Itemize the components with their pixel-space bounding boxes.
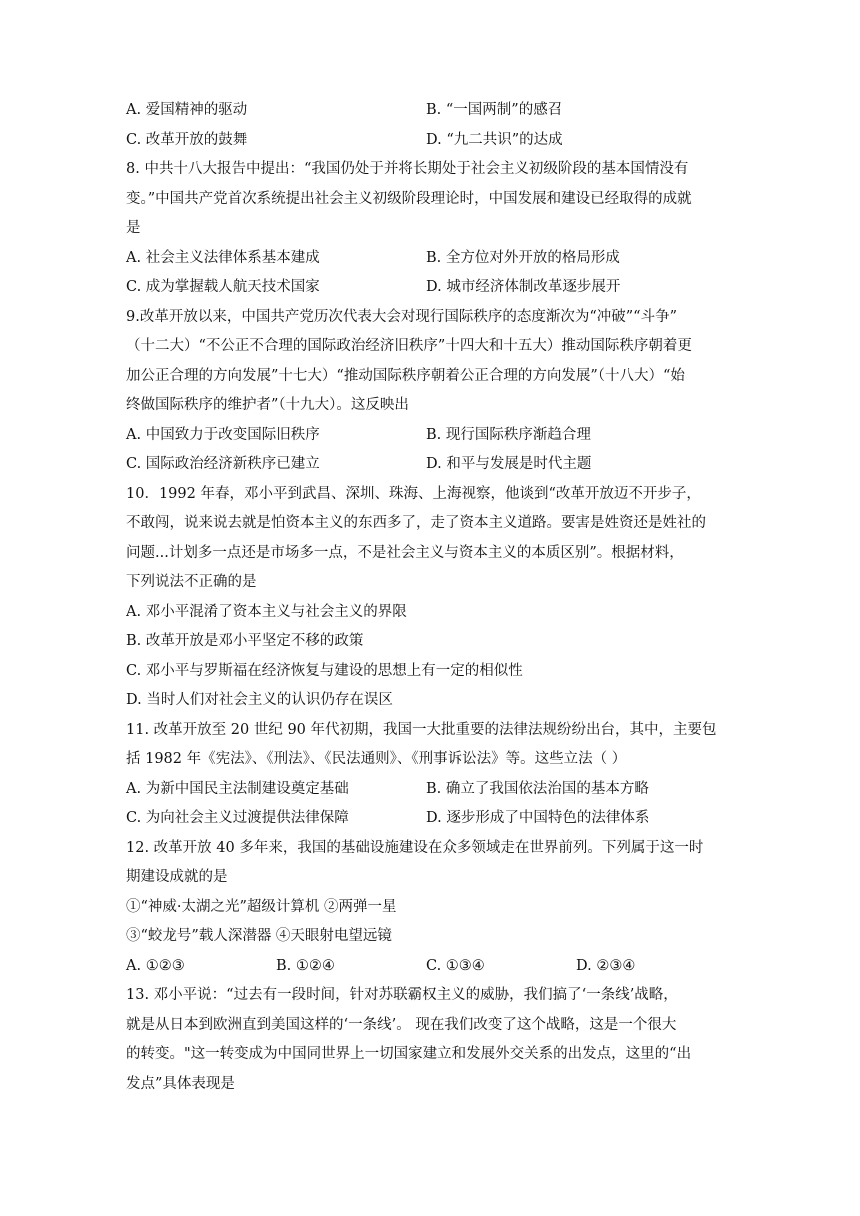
question-stem-line: 问题...计划多一点还是市场多一点，不是社会主义与资本主义的本质区别”。根据材料， [126,544,684,561]
question-stem-line: 下列说法不正确的是 [126,574,257,590]
question-stem-line: （十二大）“不公正不合理的国际政治经济旧秩序”十四大和十五大）推动国际秩序朝着更 [126,338,692,354]
question-stem-line: 的转变。"这一转变成为中国同世界上一切国家建立和发展外交关系的出发点，这里的“出 [126,1046,692,1062]
option-b[interactable]: B. 现行国际秩序渐趋合理 [426,426,591,443]
option-b[interactable]: B. “一国两制”的感召 [426,102,563,118]
question-stem-line: 是 [126,220,141,236]
option-row [126,450,738,480]
option-d[interactable]: D. 城市经济体制改革逐步展开 [426,279,621,295]
question-stem-line: 8. 中共十八大报告中提出：“我国仍处于并将长期处于社会主义初级阶段的基本国情没有 [126,161,689,177]
question-stem-line: 11. 改革开放至 20 世纪 90 年代初期，我国一大批重要的法律法规纷纷出台，其中，主要包 [126,721,717,738]
question-stem-line: 终做国际秩序的维护者”（十九大）。这反映出 [126,397,409,413]
option-c[interactable]: C. 改革开放的鼓舞 [126,131,248,148]
question-stem-line: 变。”中国共产党首次系统提出社会主义初级阶段理论时，中国发展和建设已经取得的成就 [126,190,692,207]
option-b[interactable]: B. ①②④ [276,957,335,974]
question-stem-line: 加公正合理的方向发展”十七大）“推动国际秩序朝着公正合理的方向发展”（十八大）“始 [126,367,685,384]
option-a[interactable]: A. 社会主义法律体系基本建成 [126,249,320,266]
question-stem-line: 发点”具体表现是 [126,1075,235,1092]
option-c[interactable]: C. 为向社会主义过渡提供法律保障 [126,810,349,826]
option-a[interactable]: A. 爱国精神的驱动 [126,102,248,118]
option-c[interactable]: C. 邓小平与罗斯福在经济恢复与建设的思想上有一定的相似性 [126,662,523,679]
option-c[interactable]: C. ①③④ [426,957,485,974]
option-row [126,244,738,274]
option-c[interactable]: C. 国际政治经济新秩序已建立 [126,456,320,472]
question-7 [126,96,738,155]
option-d[interactable]: D. ②③④ [576,957,636,974]
option-row [126,421,738,451]
option-row [126,273,738,303]
option-row [126,775,738,805]
question-stem-line: 9.改革开放以来，中国共产党历次代表大会对现行国际秩序的态度渐次为“冲破”“斗争” [126,308,677,325]
question-13 [126,981,738,1099]
option-a[interactable]: A. ①②③ [126,957,185,974]
question-stem-line: 期建设成就的是 [126,869,228,885]
option-a[interactable]: A. 邓小平混淆了资本主义与社会主义的界限 [126,603,407,620]
option-d[interactable]: D. 和平与发展是时代主题 [426,456,592,472]
question-stem-line: 13. 邓小平说：“过去有一段时间，针对苏联霸权主义的威胁，我们搞了‘一条线’战略， [126,987,678,1003]
option-a[interactable]: A. 中国致力于改变国际旧秩序 [126,426,320,443]
question-12 [126,834,738,982]
option-d[interactable]: D. 当时人们对社会主义的认识仍存在误区 [126,692,393,708]
option-c[interactable]: C. 成为掌握载人航天技术国家 [126,279,320,295]
question-stem-line: 不敢闯，说来说去就是怕资本主义的东西多了，走了资本主义道路。要害是姓资还是姓社的 [126,515,706,531]
question-stem-line: 就是从日本到欧洲直到美国这样的‘一条线’。 现在我们改变了这个战略，这是一个很大 [126,1016,677,1033]
option-row [126,952,738,982]
exam-page [126,96,738,1099]
question-9 [126,303,738,480]
option-b[interactable]: B. 全方位对外开放的格局形成 [426,249,620,266]
option-b[interactable]: B. 确立了我国依法治国的基本方略 [426,780,649,797]
question-stem-line: 10．1992 年春，邓小平到武昌、深圳、珠海、上海视察，他谈到“改革开放迈不开步子， [126,485,701,502]
question-stem-line: 括 1982 年《宪法》、《刑法》、《民法通则》、《刑事诉讼法》等。这些立法（ ） [126,751,627,767]
option-d[interactable]: D. “九二共识”的达成 [426,131,563,148]
option-d[interactable]: D. 逐步形成了中国特色的法律体系 [426,810,650,826]
option-row [126,804,738,834]
question-11 [126,716,738,834]
option-row [126,126,738,156]
option-b[interactable]: B. 改革开放是邓小平坚定不移的政策 [126,633,364,649]
option-row [126,96,738,126]
question-stem-line: ①“神威·太湖之光”超级计算机 ②两弹一星 [126,898,397,915]
question-8 [126,155,738,303]
question-10 [126,480,738,716]
option-a[interactable]: A. 为新中国民主法制建设奠定基础 [126,780,349,797]
question-stem-line: 12. 改革开放 40 多年来，我国的基础设施建设在众多领域走在世界前列。下列属于这一时 [126,839,704,856]
question-stem-line: ③“蛟龙号”载人深潜器 ④天眼射电望远镜 [126,928,392,944]
